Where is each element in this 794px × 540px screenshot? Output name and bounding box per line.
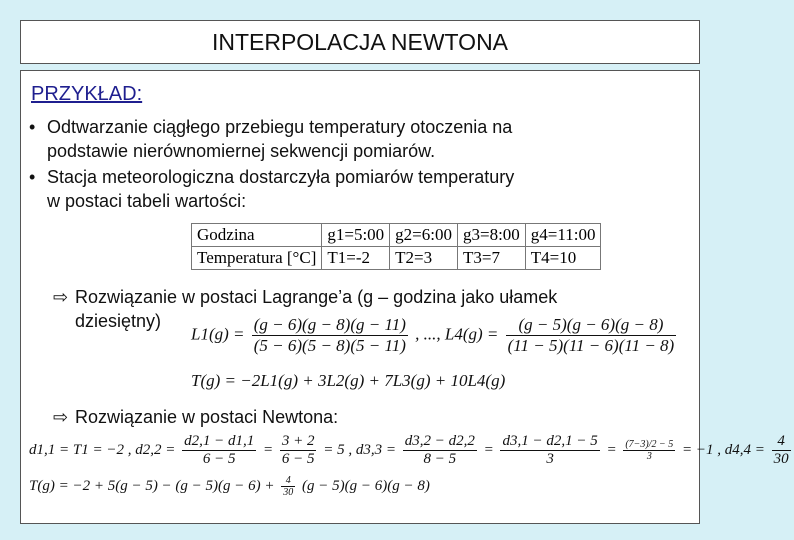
fraction: $\frac{d3,1 - d2,1 - 5}{3}$ bbox=[502, 433, 598, 467]
bullet-item: • Odtwarzanie ciągłego przebiegu temperatury otoczenia na podstawie nierównomiernej sekwencji pomiarów. bbox=[29, 117, 513, 161]
table-cell: g4=11:00 bbox=[525, 224, 601, 247]
lagrange-basis-equation: L1(g) = $\frac{(g - 6)(g - 8)(g - 11)}{(5 - 6)(5 - 8)(5 - 11)}$ , ..., L4(g) = $\frac{(g - 5)(g - 6)(g - 8)}{(11 - 5)(11 - 6)(11 - 8)}$ bbox=[191, 315, 675, 355]
slide-title: INTERPOLACJA NEWTONA bbox=[20, 20, 700, 64]
table-cell: Temperatura [°C] bbox=[192, 247, 322, 270]
fraction: $\frac{(g - 5)(g - 6)(g - 8)}{(11 - 5)(11 - 6)(11 - 8)}$ bbox=[507, 315, 675, 355]
bullet-item: • Stacja meteorologiczna dostarczyła pomiarów temperatury w postaci tabeli wartości: bbox=[29, 167, 515, 211]
table-cell: T2=3 bbox=[390, 247, 458, 270]
fraction: $\frac{(7-3)/2 - 5}{3}$ bbox=[625, 439, 674, 462]
fraction: $\frac{d3,2 - d2,2}{8 - 5}$ bbox=[404, 433, 475, 467]
lagrange-polynomial-equation: T(g) = −2L1(g) + 3L2(g) + 7L3(g) + 10L4(g) bbox=[191, 371, 506, 390]
table-cell: g3=8:00 bbox=[457, 224, 525, 247]
bullet-dot-icon: • bbox=[29, 167, 36, 187]
fraction: $\frac{d2,1 - d1,1}{6 - 5}$ bbox=[184, 433, 255, 467]
table-row bbox=[192, 224, 601, 247]
content-panel bbox=[20, 70, 789, 524]
table-cell: g2=6:00 bbox=[390, 224, 458, 247]
fraction: $\frac{3 + 2}{6 - 5}$ bbox=[281, 433, 315, 467]
arrow-right-icon: ⇨ bbox=[53, 287, 69, 307]
fraction: $\frac{4}{30}$ bbox=[283, 475, 294, 498]
fraction: $\frac{4}{30}$ bbox=[773, 433, 789, 467]
table-cell: T4=10 bbox=[525, 247, 601, 270]
table-cell: T3=7 bbox=[457, 247, 525, 270]
newton-solution-item: ⇨ Rozwiązanie w postaci Newtona: bbox=[53, 407, 339, 427]
divided-differences-equation: d1,1 = T1 = −2 , d2,2 = $\frac{d2,1 - d1,1}{6 - 5}$ = $\frac{3 + 2}{6 - 5}$ = 5 , d3,3 = $\frac{d3,2 - d2,2}{8 - 5}$ = $\frac{d3,1 - d2,1 - 5}{3}$ = $\frac{(7-3)/2 - 5}{3}$ = −1 , d4,4 = $\frac{4}{30}$ bbox=[29, 433, 789, 467]
table-cell: g1=5:00 bbox=[322, 224, 390, 247]
newton-polynomial-equation: T(g) = −2 + 5(g − 5) − (g − 5)(g − 6) + $\frac{4}{30}$ (g − 5)(g − 6)(g − 8) bbox=[29, 475, 430, 498]
lagrange-solution-item: ⇨ Rozwiązanie w postaci Lagrange’a (g – godzina jako ułamek dziesiętny) bbox=[53, 287, 558, 331]
arrow-right-icon: ⇨ bbox=[53, 407, 69, 427]
fraction: $\frac{(g - 6)(g - 8)(g - 11)}{(5 - 6)(5 - 8)(5 - 11)}$ bbox=[253, 315, 406, 355]
table-cell: Godzina bbox=[192, 224, 322, 247]
table-cell: T1=-2 bbox=[322, 247, 390, 270]
table-row bbox=[192, 247, 601, 270]
measurement-table bbox=[191, 223, 601, 270]
example-heading: PRZYKŁAD: bbox=[31, 83, 143, 105]
bullet-dot-icon: • bbox=[29, 117, 36, 137]
